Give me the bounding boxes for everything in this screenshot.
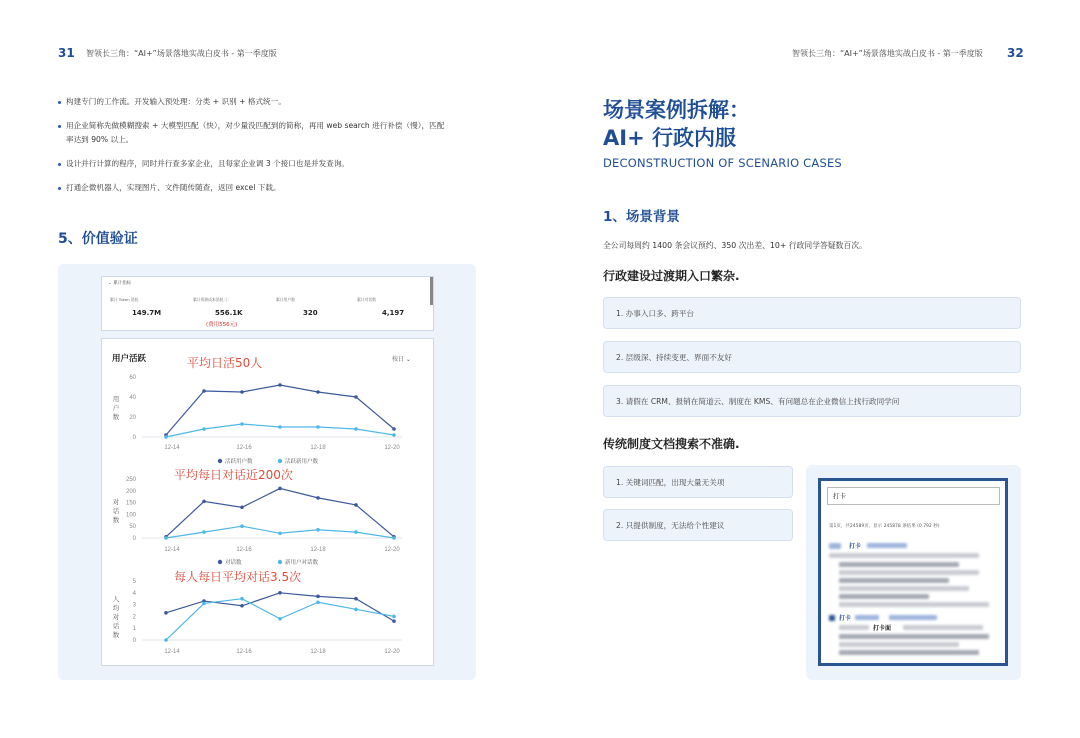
x-tick-label: 12-20 xyxy=(384,649,400,655)
stat-value: 320 xyxy=(303,309,318,317)
blurred-text xyxy=(839,634,989,639)
scrollbar[interactable] xyxy=(430,277,433,305)
blurred-text xyxy=(889,615,937,620)
y-axis-label-char: 数 xyxy=(112,631,120,639)
blurred-text xyxy=(839,650,979,655)
stat-label: 累计 Token 消耗 xyxy=(110,297,139,302)
legend-marker xyxy=(218,459,222,463)
y-tick-label: 20 xyxy=(129,415,136,421)
search-hit-keyword: 打卡面 xyxy=(873,625,892,632)
stat-label: 累计用户数 xyxy=(276,297,295,302)
problem-title-entry: 行政建设过渡期入口繁杂. xyxy=(603,269,740,283)
stat-cost-note: (费用556元) xyxy=(206,322,238,328)
data-point xyxy=(392,536,396,540)
case-title-line2: AI+ 行政内服 xyxy=(603,126,736,150)
y-tick-label: 100 xyxy=(125,512,136,519)
y-tick-label: 150 xyxy=(125,500,136,507)
y-tick-label: 40 xyxy=(129,395,136,401)
blurred-text xyxy=(839,642,959,647)
case-title-line1: 场景案例拆解： xyxy=(603,98,750,122)
search-input[interactable]: 打卡 xyxy=(827,487,1000,505)
chart-annotation: 每人每日平均对话3.5次 xyxy=(174,570,302,584)
blurred-text xyxy=(829,553,979,558)
problem-title-search: 传统制度文档搜索不准确. xyxy=(603,437,740,451)
checkbox-icon xyxy=(829,615,835,621)
legend-marker xyxy=(278,459,282,463)
stat-value: 4,197 xyxy=(382,309,405,317)
y-axis-label-char: 均 xyxy=(112,604,120,612)
y-tick-label: 4 xyxy=(132,590,136,597)
x-tick-label: 12-14 xyxy=(164,547,180,553)
data-point xyxy=(278,425,282,429)
legend-label: 活跃新用户数 xyxy=(285,459,319,465)
right-running-header: 智领长三角：“AI+”场景落地实战白皮书 - 第一季度版 xyxy=(792,49,983,58)
x-tick-label: 12-16 xyxy=(236,547,252,553)
stats-heading: ⌄ 累计指标 xyxy=(108,281,132,286)
x-tick-label: 12-18 xyxy=(310,445,326,451)
data-point xyxy=(278,617,282,621)
blurred-text xyxy=(903,625,983,630)
chart-title: 用户活跃 xyxy=(112,353,147,363)
blurred-text xyxy=(839,602,989,607)
x-tick-label: 12-20 xyxy=(384,445,400,451)
activity-charts xyxy=(102,339,435,667)
legend-marker xyxy=(278,560,282,564)
activity-chart-card xyxy=(101,338,434,666)
data-point xyxy=(316,425,320,429)
y-tick-label: 3 xyxy=(132,602,136,609)
data-point xyxy=(202,500,206,504)
bullet-continuation: 率达到 90% 以上。 xyxy=(66,135,134,144)
data-point xyxy=(392,615,396,619)
data-point xyxy=(392,619,396,623)
data-point xyxy=(202,389,206,393)
data-point xyxy=(240,506,244,510)
y-tick-label: 50 xyxy=(129,524,136,531)
x-tick-label: 12-18 xyxy=(310,649,326,655)
y-tick-label: 200 xyxy=(125,488,136,495)
search-hit-keyword: 打卡 xyxy=(839,615,852,622)
x-tick-label: 12-14 xyxy=(164,445,180,451)
search-hit-keyword: 打卡 xyxy=(849,543,862,550)
blurred-text xyxy=(839,594,929,599)
y-axis-label-char: 对 xyxy=(112,613,120,621)
data-point xyxy=(316,496,320,500)
legend-label: 对话数 xyxy=(225,560,242,566)
problem-item: 2. 层级深、持续变更、界面不友好 xyxy=(603,341,1021,373)
data-point xyxy=(392,433,396,437)
blurred-text xyxy=(839,586,969,591)
data-point xyxy=(240,604,244,608)
data-point xyxy=(164,611,168,615)
data-point xyxy=(278,487,282,491)
data-point xyxy=(354,503,358,507)
right-page-number: 32 xyxy=(1007,46,1024,60)
data-point xyxy=(316,595,320,599)
search-result-meta: 第1页，共24589页，显示 245878 条结果 (0.792 秒) xyxy=(829,524,940,529)
cumulative-stats-card xyxy=(101,276,434,331)
data-point xyxy=(240,422,244,426)
y-tick-label: 0 xyxy=(132,638,136,644)
data-point xyxy=(354,395,358,399)
case-subtitle: DECONSTRUCTION OF SCENARIO CASES xyxy=(603,156,842,170)
data-point xyxy=(354,427,358,431)
left-running-header: 智领长三角：“AI+”场景落地实战白皮书 - 第一季度版 xyxy=(86,49,277,58)
section-title-background: 1、场景背景 xyxy=(603,209,680,225)
data-point xyxy=(164,536,168,540)
y-tick-label: 0 xyxy=(132,435,136,441)
stat-value: 149.7M xyxy=(132,309,162,317)
stat-label: 累计资源成本消耗 ⓘ xyxy=(193,297,229,302)
blurred-text xyxy=(839,562,959,567)
blurred-text xyxy=(855,615,879,620)
data-point xyxy=(240,390,244,394)
y-axis-label-char: 对 xyxy=(112,498,120,506)
data-point xyxy=(316,600,320,604)
bullet-item: 用企业简称先做模糊搜索 + 大模型匹配（快），对少量没匹配到的简称，再用 web search 进行补偿（慢），匹配 xyxy=(58,119,483,133)
y-axis-label-char: 户 xyxy=(112,404,120,412)
x-tick-label: 12-16 xyxy=(236,445,252,451)
y-tick-label: 0 xyxy=(132,536,136,542)
search-result-screenshot xyxy=(818,478,1008,666)
blurred-text xyxy=(839,625,869,630)
data-point xyxy=(316,528,320,532)
data-point xyxy=(354,530,358,534)
data-point xyxy=(202,530,206,534)
problem-item: 3. 请假在 CRM、报销在简道云、制度在 KMS、有问题总在企业微信上找行政同学问 xyxy=(603,385,1021,417)
period-selector: 按日 ⌄ xyxy=(392,356,411,363)
y-tick-label: 1 xyxy=(132,626,136,633)
bullet-item: 构建专门的工作流。开发输入预处理：分类 + 识别 + 格式统一。 xyxy=(58,95,483,109)
x-tick-label: 12-16 xyxy=(236,649,252,655)
data-point xyxy=(240,597,244,601)
data-point xyxy=(278,591,282,595)
data-point xyxy=(164,638,168,642)
y-tick-label: 5 xyxy=(132,579,136,585)
blurred-text xyxy=(839,570,979,575)
bullet-item: 打通企微机器人，实现图片、文件随传随查，返回 excel 下载。 xyxy=(58,181,483,195)
chart-annotation: 平均每日对话近200次 xyxy=(174,468,293,482)
legend-marker xyxy=(218,560,222,564)
y-tick-label: 2 xyxy=(132,614,136,621)
problem-item: 1. 办事入口多、跨平台 xyxy=(603,297,1021,329)
series-line xyxy=(166,488,394,536)
data-point xyxy=(240,524,244,528)
left-page-number: 31 xyxy=(58,46,75,60)
y-axis-label-char: 人 xyxy=(112,595,120,603)
blurred-text xyxy=(829,543,841,549)
bullet-item: 设计并行计算的程序，同时并行查多家企业，且每家企业调 3 个接口也是并发查询。 xyxy=(58,157,483,171)
problem-item: 1. 关键词匹配，出现大量无关项 xyxy=(603,466,793,498)
x-tick-label: 12-18 xyxy=(310,547,326,553)
y-axis-label-char: 话 xyxy=(112,507,120,515)
data-point xyxy=(392,427,396,431)
data-point xyxy=(316,390,320,394)
legend-label: 新用户对话数 xyxy=(285,560,319,566)
data-point xyxy=(278,383,282,387)
data-point xyxy=(164,435,168,439)
background-paragraph: 全公司每周约 1400 条会议预约、350 次出差、10+ 行政同学答疑数百次。 xyxy=(603,241,867,250)
problem-item: 2. 只提供制度，无法给个性建议 xyxy=(603,509,793,541)
data-point xyxy=(202,602,206,606)
y-tick-label: 60 xyxy=(129,375,136,381)
y-axis-label-char: 数 xyxy=(112,516,120,524)
data-point xyxy=(354,597,358,601)
x-tick-label: 12-20 xyxy=(384,547,400,553)
y-tick-label: 250 xyxy=(125,477,136,483)
data-point xyxy=(278,531,282,535)
stat-value: 556.1K xyxy=(215,309,243,317)
y-axis-label-char: 数 xyxy=(112,413,120,421)
blurred-text xyxy=(867,543,907,548)
bullet-list xyxy=(58,95,483,205)
blurred-text xyxy=(839,578,949,583)
x-tick-label: 12-14 xyxy=(164,649,180,655)
section-title-value: 5、价值验证 xyxy=(58,231,138,247)
y-axis-label-char: 用 xyxy=(112,395,120,403)
chart-annotation: 平均日活50人 xyxy=(187,356,263,370)
data-point xyxy=(202,427,206,431)
y-axis-label-char: 话 xyxy=(112,622,120,630)
stat-label: 累计对话数 xyxy=(357,297,376,302)
legend-label: 活跃用户数 xyxy=(225,459,253,465)
data-point xyxy=(354,608,358,612)
